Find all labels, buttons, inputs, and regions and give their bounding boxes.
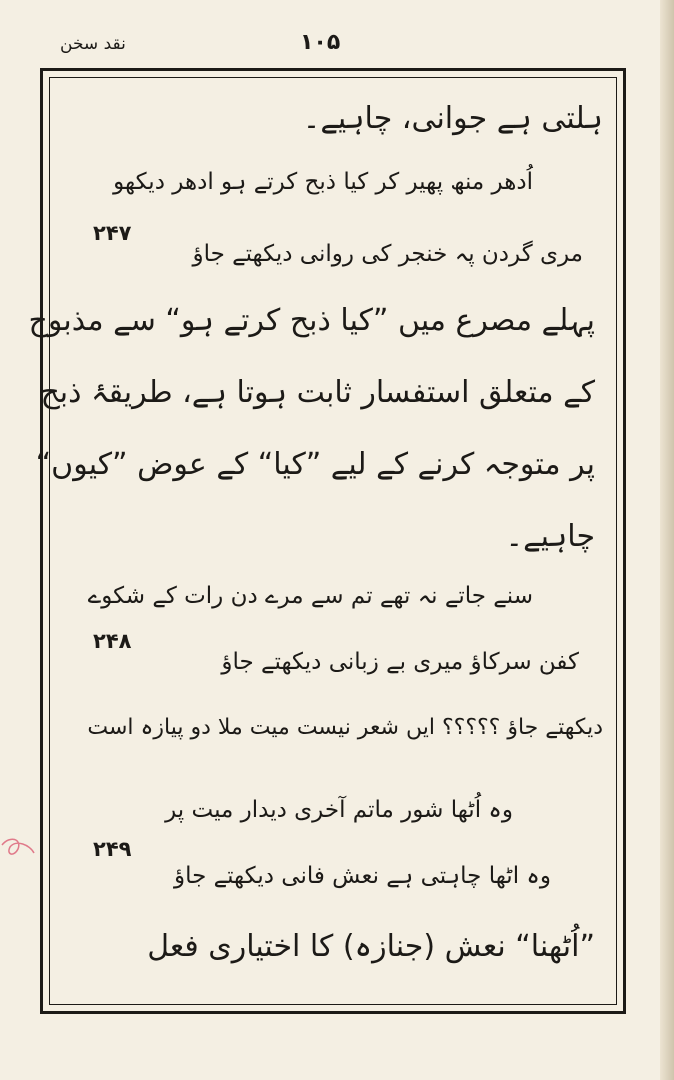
running-header-title: نقد سخن [60,34,126,54]
verse-line-2: مری گردن پہ خنجر کی روانی دیکھتے جاؤ [192,241,583,267]
verse-number-249: ۲۴۹ [93,837,132,861]
prose-line-2: پہلے مصرع میں ”کیا ذبح کرتے ہو“ سے مذبوح [28,303,595,338]
verse-line-3: سنے جاتے نہ تھے تم سے مرے دن رات کے شکوے [87,583,533,609]
verse-number-248: ۲۴۸ [93,629,132,653]
verse-line-7: وہ اٹھا چاہتی ہے نعش فانی دیکھتے جاؤ [173,863,551,889]
prose-line-1: ہلتی ہے جوانی، چاہیے۔ [302,101,603,136]
verse-number-247: ۲۴۷ [93,221,132,245]
prose-line-3: کے متعلق استفسار ثابت ہوتا ہے، طریقۂ ذبح [40,375,595,410]
verse-line-4: کفن سرکاؤ میری بے زبانی دیکھتے جاؤ [221,649,579,675]
prose-line-6: ”اُٹھنا“ نعش (جنازہ) کا اختیاری فعل [147,929,595,964]
text-frame [28,68,626,1014]
pencil-mark-icon [0,825,38,875]
verse-line-6: وہ اُٹھا شور ماتم آخری دیدار میت پر [165,797,513,823]
page-number: ۱۰۵ [300,30,341,55]
prose-line-4: پر متوجہ کرنے کے لیے ”کیا“ کے عوض ”کیوں“ [35,447,595,482]
verse-line-1: اُدھر منھ پھیر کر کیا ذبح کرتے ہو ادھر دیکھو [113,169,533,195]
prose-line-5: چاہیے۔ [505,519,595,554]
verse-line-5: دیکھتے جاؤ ؟؟؟؟؟ ایں شعر نیست میت ملا دو پیازہ است [87,715,603,740]
page-gutter-shadow [660,0,674,1080]
